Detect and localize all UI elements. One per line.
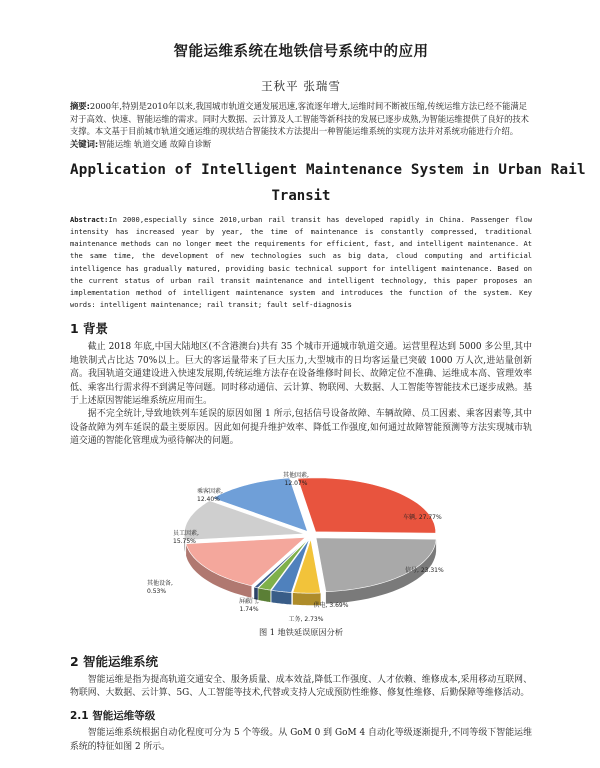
section-2-1-paragraph-1: 智能运维系统根据自动化程度可分为 5 个等级。从 GoM 0 到 GoM 4 自动化等级逐渐提升,不同等级下智能运维系统的特征如图 2 所示。	[70, 728, 532, 752]
section-1-heading: 1 背景	[70, 321, 109, 337]
pie-label-车辆: 车辆, 27.77%	[403, 513, 442, 521]
paper-title: 智能运维系统在地铁信号系统中的应用	[173, 44, 429, 60]
keywords-zh	[70, 138, 532, 150]
pie-label-乘客因素: 乘客因素, 12.40%	[197, 487, 223, 503]
abstract-label: 摘要:	[70, 101, 90, 111]
figure-1-caption: 图 1 地铁延误原因分析	[258, 626, 344, 637]
pie-slice-信号	[316, 538, 436, 592]
english-title-line1: Application of Intelligent Maintenance System in Urban Rail	[70, 161, 586, 178]
en-abstract-label: Abstract:	[70, 214, 109, 224]
pie-label-屏蔽门: 屏蔽门, 1.74%	[239, 597, 259, 613]
section-2-heading: 2 智能运维系统	[70, 653, 159, 669]
section-1-paragraph-2: 据不完全统计,导致地铁列车延误的原因如图 1 所示,包括信号设备故障、车辆故障、员工因素、乘客因素等,其中设备故障为列车延误的最主要原因。因此如何提升维护效率、降低工作强度,如何通过故障智能预测等方法实现城市轨道交通的智能化管理成为亟待解决的问题。	[70, 409, 532, 447]
pie-slice-车辆	[298, 478, 436, 533]
keywords-text: 智能运维 轨道交通 故障自诊断	[98, 138, 212, 149]
figure-1	[131, 457, 471, 627]
pie-label-员工因素: 员工因素, 15.75%	[173, 529, 199, 545]
section-2-paragraph-1: 智能运维是指为提高轨道交通安全、服务质量、成本效益,降低工作强度、人才依赖、维修成本,采用移动互联网、物联网、大数据、云计算、5G、人工智能等技术,代替或支持人完成预防性维修、修复性维修、后勤保障等维修活动。	[70, 674, 532, 699]
keywords-label: 关键词:	[70, 138, 99, 149]
pie-label-其他因素: 其他因素, 12.07%	[283, 471, 309, 487]
english-title-line2: Transit	[271, 187, 331, 204]
pie-label-供电: 供电, 3.69%	[313, 601, 349, 609]
section-2-1-heading: 2.1 智能运维等级	[70, 710, 156, 723]
pie-chart	[131, 457, 471, 627]
pie-label-其他设备: 其他设备, 0.53%	[147, 579, 173, 595]
pie-label-工务: 工务, 2.73%	[288, 615, 324, 623]
abstract-zh	[70, 100, 532, 138]
paper-authors: 王秋平 张瑞雪	[261, 79, 341, 93]
section-1-paragraph-1: 截止 2018 年底,中国大陆地区(不含港澳台)共有 35 个城市开通城市轨道交通。运营里程达到 5000 多公里,其中地铁制式占比达 70%以上。巨大的客运量带来了巨大压力,大型城市的日均客运量已突破 1000 万人次,进站量创新高。我国轨道交通建设进入快速发展期,传统运维方法存在设备维修时间长、故障定位不准确、运维成本高、管理效率低、乘客出行需求得不到满足等问题。同时移动通信、云计算、物联网、大数据、人工智能等智能技术已逐步成熟。基于上述原因智能运维系统应用而生。	[70, 342, 532, 407]
en-abstract-text: In 2000,especially since 2010,urban rail transit has developed rapidly in China. Passenger flow intensity has increased year by year, the time of maintenance is constantly compressed, traditional maintenance methods can no longer meet the requirements for efficient, fast, and intelligent maintenance. At the same time, the development of new technologies such as big data, cloud computing and artificial intelligence has gradually matured, providing basic technical support for intelligent maintenance. Based on the current status of urban rail transit maintenance and intelligent technology, this paper proposes an implementation method of intelligent maintenance system and introduces the function of the system. Key words: intelligent maintenance; rail transit; fault self-diagnosis	[70, 214, 532, 310]
abstract-text: 2000年,特别是2010年以来,我国城市轨道交通发展迅速,客流逐年增大,运维时间不断被压缩,传统运维方法已经不能满足对于高效、快速、智能运维的需求。同时大数据、云计算及人工智能等新科技的发展已逐步成熟,为智能运维提供了良好的技术支撑。本文基于目前城市轨道交通运维的现状结合智能技术方法提出一种智能运维系统的实现方法并对系统功能进行介绍。	[70, 101, 529, 137]
abstract-en	[70, 214, 532, 312]
pie-label-信号: 信号, 23.31%	[405, 566, 444, 574]
